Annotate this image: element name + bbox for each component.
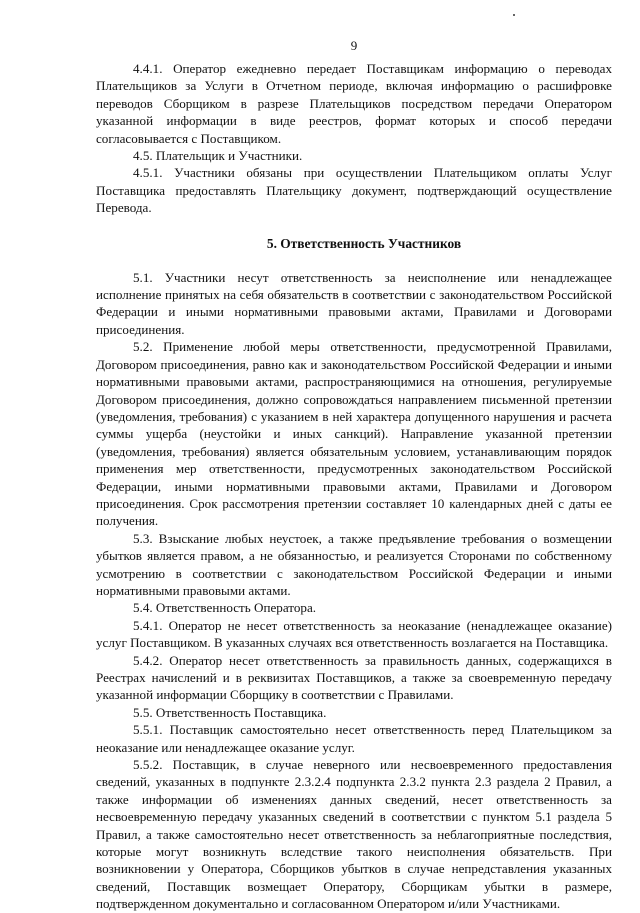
- page-number: 9: [350, 38, 358, 53]
- paragraph-4-4-1: 4.4.1. Оператор ежедневно передает Поставщикам информацию о переводах Плательщиков за Услуги в Отчетном периоде, включая информацию о расшифровке переводов Сборщиком в разрезе Плательщиков посредством передачи Оператором указанной информации в виде реестров, формат которых и способ передачи согласовывается с Поставщиком.: [96, 61, 612, 146]
- paragraph-5-5: 5.5. Ответственность Поставщика.: [133, 704, 327, 720]
- section-4-continuation: [96, 60, 612, 217]
- paragraph-5-4-1: 5.4.1. Оператор не несет ответственность за неоказание (ненадлежащее оказание) услуг Поставщиком. В указанных случаях вся ответственность возлагается на Поставщика.: [96, 617, 612, 651]
- section-title: 5. Ответственность Участников: [266, 235, 462, 251]
- paragraph-5-1: 5.1. Участники несут ответственность за неисполнение или ненадлежащее исполнение принятых на себя обязательств в соответствии с законодательством Российской Федерации и иными нормативными правовыми актами, Правилами и Договорами присоединения.: [96, 269, 612, 337]
- paragraph-5-5-2: 5.5.2. Поставщик, в случае неверного или несвоевременного предоставления сведений, указанных в подпункте 2.3.2.4 подпункта 2.3.2 пункта 2.3 раздела 2 Правил, а также информации об изменениях данных сведений, несет ответственность за несвоевременную передачу указанных сведений в соответствии с пунктом 5.1 раздела 5 Правил, а также самостоятельно несет ответственность за неблагоприятные последствия, которые могут возникнуть вследствие такого неисполнения обязательств. При возникновении у Оператора, Сборщиков убытков в случае непредставления указанных сведений, Поставщик возмещает Оператору, Сборщикам убытки в размере, подтвержденном документально и согласованном Оператором и/или Участниками.: [96, 757, 612, 912]
- scan-speck: [513, 14, 515, 16]
- section-5-body: [96, 269, 612, 913]
- paragraph-5-4-2: 5.4.2. Оператор несет ответственность за правильность данных, содержащихся в Реестрах начислений и в реквизитах Поставщиков, а также за своевременную передачу указанной информации Сборщику в соответствии с Правилами.: [96, 652, 612, 703]
- paragraph-5-3: 5.3. Взыскание любых неустоек, а также предъявление требования о возмещении убытков является правом, а не обязанностью, и реализуется Сторонами по собственному усмотрению в соответствии с законодательством Российской Федерации и иными нормативными правовыми актами.: [96, 530, 612, 598]
- paragraph-4-5-1: 4.5.1. Участники обязаны при осуществлении Плательщиком оплаты Услуг Поставщика предоставлять Плательщику документ, подтверждающий осуществление Перевода.: [96, 165, 612, 216]
- paragraph-5-4: 5.4. Ответственность Оператора.: [133, 600, 317, 616]
- paragraph-5-2: 5.2. Применение любой меры ответственности, предусмотренной Правилами, Договором присоединения, равно как и законодательством Российской Федерации и иными нормативными правовыми актами, распространяющимися на отношения, регулируемые Договором присоединения, должно сопровождаться направлением письменной претензии (уведомления, требования) с указанием в ней характера допущенного нарушения и расчета суммы ущерба (неустойки и иных санкций). Направление указанной претензии (уведомления, требования) является обязательным условием, устанавливающим порядок применения мер ответственности, предусмотренных законодательством Российской Федерации, иными нормативными правовыми актами, Правилами и Договором присоединения. Срок рассмотрения претензии составляет 10 календарных дней с даты ее получения.: [96, 339, 612, 529]
- paragraph-4-5: 4.5. Плательщик и Участники.: [133, 148, 303, 164]
- paragraph-5-5-1: 5.5.1. Поставщик самостоятельно несет ответственность перед Плательщиком за неоказание или ненадлежащее оказание услуг.: [96, 722, 612, 755]
